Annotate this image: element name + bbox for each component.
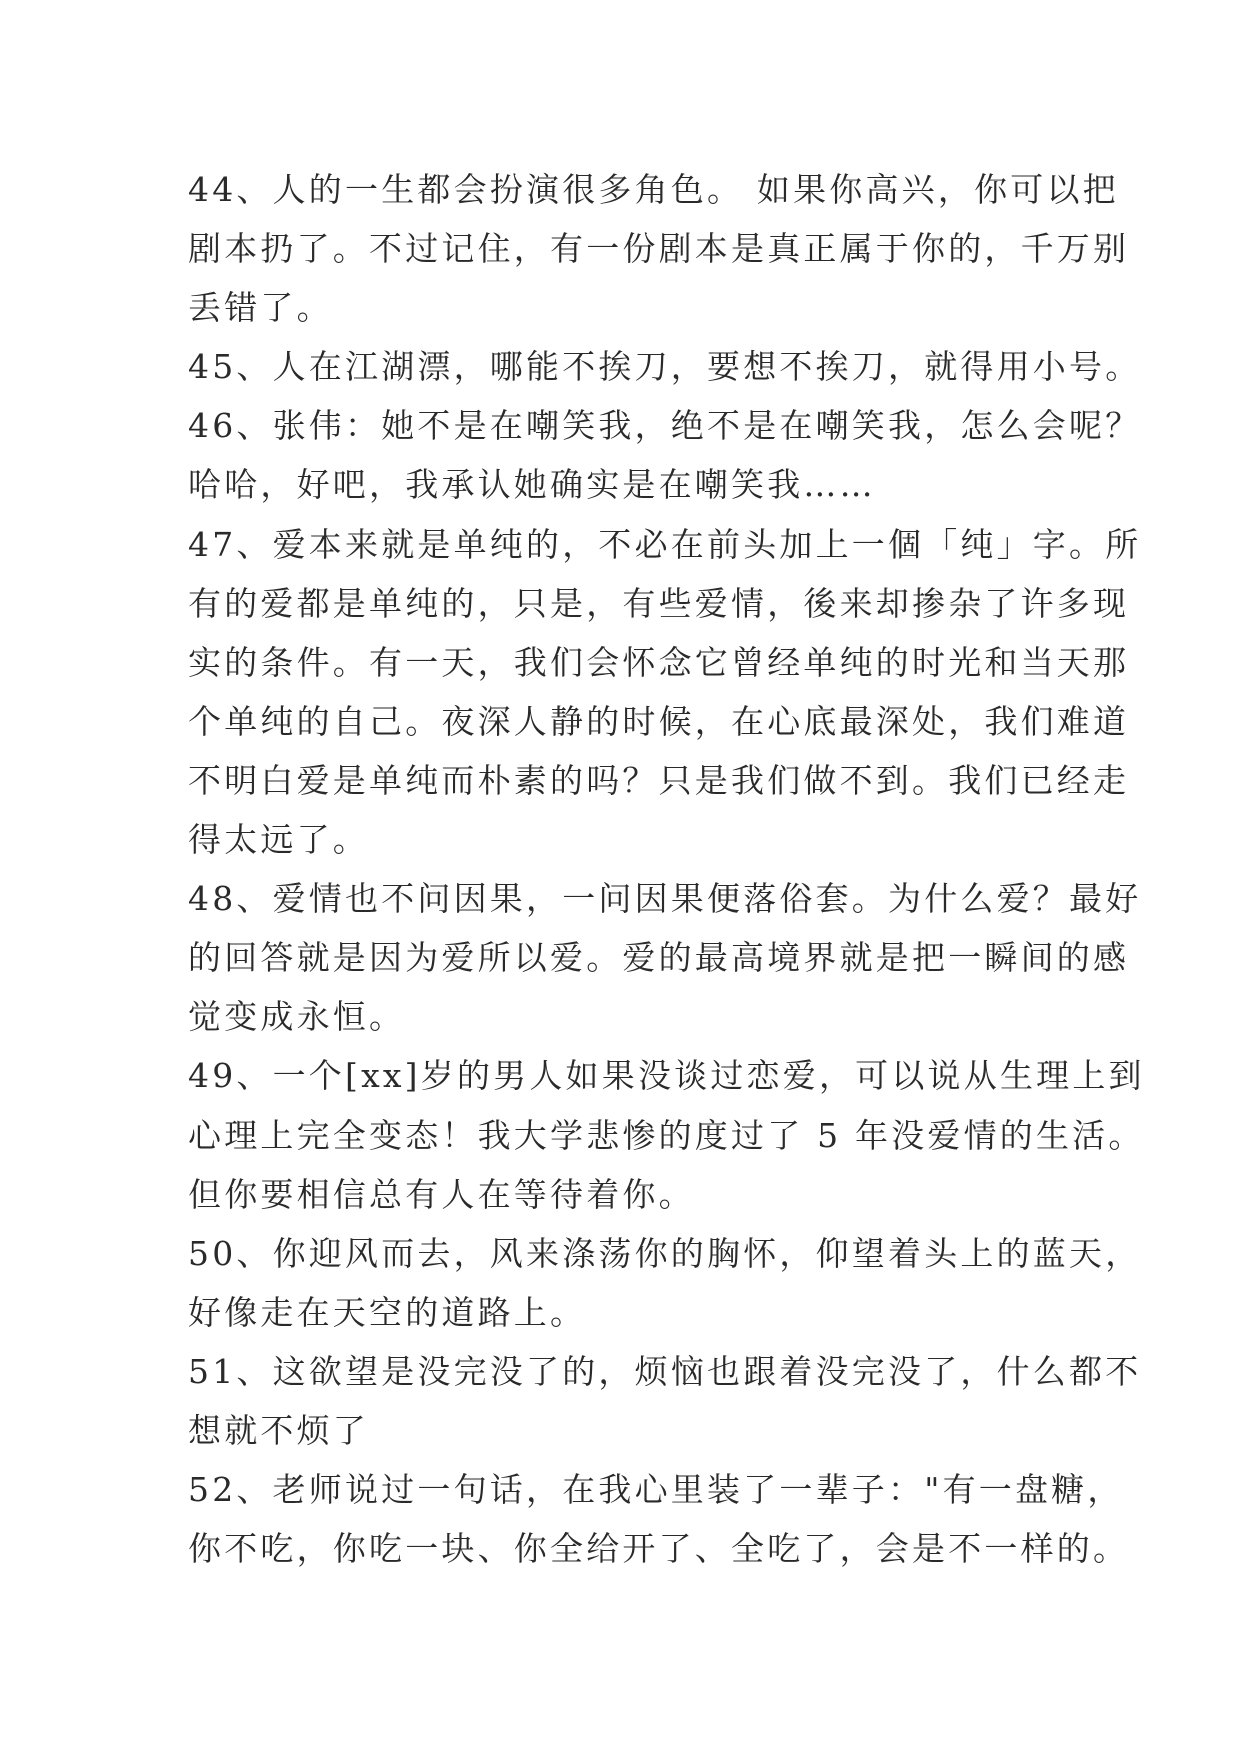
- text-line: 51、这欲望是没完没了的，烦恼也跟着没完没了，什么都不: [188, 1351, 1142, 1391]
- text-line: 45、人在江湖漂，哪能不挨刀，要想不挨刀，就得用小号。: [188, 347, 1142, 387]
- text-line: 好像走在天空的道路上。: [188, 1292, 587, 1332]
- text-line: 的回答就是因为爱所以爱。爱的最高境界就是把一瞬间的感: [188, 938, 1130, 978]
- text-line: 实的条件。有一天，我们会怀念它曾经单纯的时光和当天那: [188, 642, 1130, 682]
- text-line: 觉变成永恒。: [188, 997, 406, 1037]
- text-line: 但你要相信总有人在等待着你。: [188, 1174, 695, 1214]
- text-line: 想就不烦了: [188, 1410, 369, 1450]
- text-line: 个单纯的自己。夜深人静的时候，在心底最深处，我们难道: [188, 701, 1130, 741]
- text-line: 有的爱都是单纯的，只是，有些爱情，後来却掺杂了许多现: [188, 583, 1130, 623]
- text-line: 44、人的一生都会扮演很多角色。 如果你高兴，你可以把: [188, 170, 1119, 209]
- text-line: 丢错了。: [188, 288, 333, 328]
- text-line: 得太远了。: [188, 820, 369, 860]
- text-line: 46、张伟：她不是在嘲笑我，绝不是在嘲笑我，怎么会呢？: [188, 406, 1142, 446]
- text-line: 哈哈，好吧，我承认她确实是在嘲笑我……: [188, 465, 876, 505]
- text-line: 50、你迎风而去，风来涤荡你的胸怀，仰望着头上的蓝天，: [188, 1233, 1142, 1273]
- text-line: 心理上完全变态！我大学悲惨的度过了 5 年没爱情的生活。: [188, 1115, 1145, 1155]
- text-line: 剧本扔了。不过记住，有一份剧本是真正属于你的，千万别: [188, 229, 1130, 269]
- text-line: 52、老师说过一句话，在我心里装了一辈子："有一盘糖，: [188, 1470, 1124, 1510]
- text-line: 49、一个[xx]岁的男人如果没谈过恋爱，可以说从生理上到: [188, 1056, 1145, 1096]
- text-line: 你不吃，你吃一块、你全给开了、全吃了，会是不一样的。: [188, 1529, 1130, 1569]
- text-line: 不明白爱是单纯而朴素的吗？只是我们做不到。我们已经走: [188, 760, 1130, 800]
- text-line: 48、爱情也不问因果，一问因果便落俗套。为什么爱？最好: [188, 879, 1142, 919]
- document-body: [188, 160, 1145, 1578]
- text-line: 47、爱本来就是单纯的，不必在前头加上一個「纯」字。所: [188, 524, 1142, 564]
